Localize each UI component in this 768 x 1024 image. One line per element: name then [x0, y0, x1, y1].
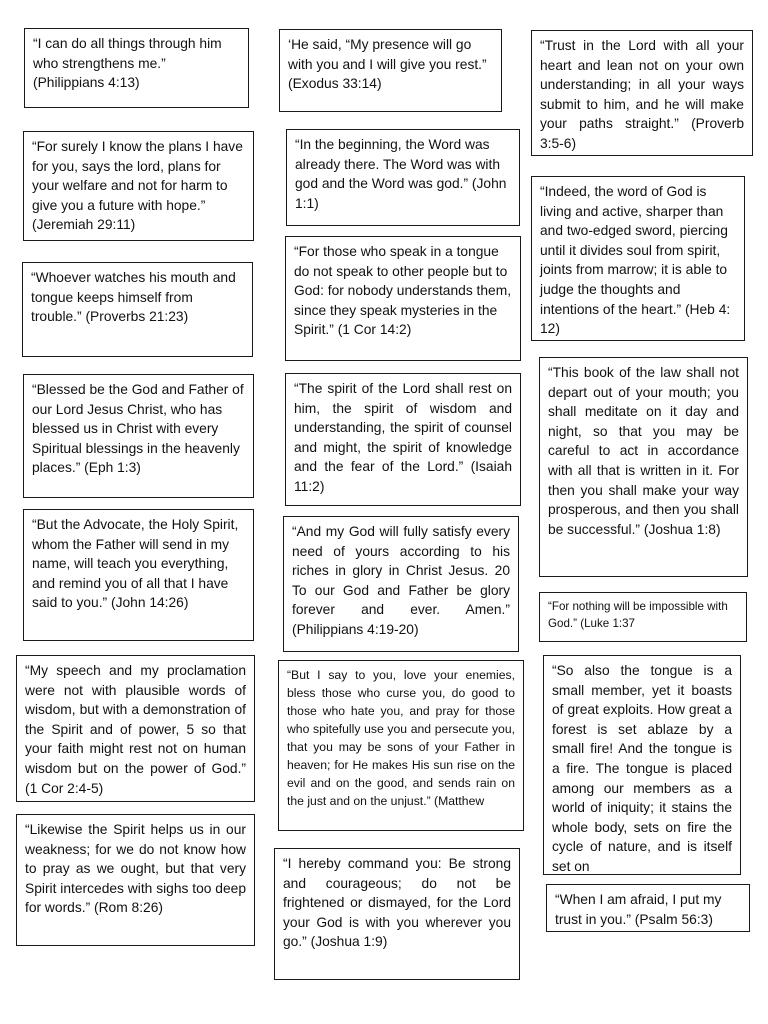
- verse-text: “This book of the law shall not depart out of your mouth; you shall meditate on it day and night, so that you may be careful to act in accordance with all that is written in it. For then you shall make your way prosperous, and then you shall be successful.” (Joshua 1:8): [548, 365, 739, 537]
- verse-text: “For those who speak in a tongue do not speak to other people but to God: for nobody understands them, since they speak mysteries in the Spirit.” (1 Cor 14:2): [294, 244, 512, 338]
- verse-text: “So also the tongue is a small member, yet it boasts of great exploits. How great a forest is set ablaze by a small fire! And the tongue is a fire. The tongue is placed among our members as a world of iniquity; it stains the whole body, sets on fire the cycle of nature, and is itself set on: [552, 663, 732, 874]
- verse-card-heb-4-12: [531, 176, 745, 341]
- verse-card-philippians-4-19-20: [283, 516, 519, 652]
- verse-text: “The spirit of the Lord shall rest on him, the spirit of wisdom and understanding, the spirit of counsel and might, the spirit of knowledge and the fear of the Lord.” (Isaiah 11:2): [294, 381, 512, 494]
- verse-text: ‘He said, “My presence will go with you and I will give you rest.” (Exodus 33:14): [288, 37, 487, 92]
- verse-text: “Likewise the Spirit helps us in our weakness; for we do not know how to pray as we ought, but that very Spirit intercedes with sighs too deep for words.” (Rom 8:26): [25, 822, 246, 916]
- verse-card-psalm-56-3: [546, 884, 750, 932]
- verse-text: “Blessed be the God and Father of our Lord Jesus Christ, who has blessed us in Christ with every Spiritual blessings in the heavenly places.” (Eph 1:3): [32, 382, 244, 476]
- verse-card-joshua-1-8: [539, 357, 748, 577]
- verse-card-exodus-33-14: [279, 29, 502, 112]
- verse-card-luke-1-37: [539, 592, 747, 642]
- verse-card-1-cor-14-2: [285, 236, 521, 361]
- verse-card-joshua-1-9: [274, 848, 520, 980]
- verse-text: “Trust in the Lord with all your heart and lean not on your own understanding; in all your ways submit to him, and he will make your paths straight.” (Proverb 3:5-6): [540, 38, 744, 151]
- verse-card-philippians-4-13: [24, 28, 249, 108]
- verse-card-john-14-26: [23, 509, 254, 641]
- verse-card-1-cor-2-4-5: [16, 655, 255, 802]
- verse-text: “For surely I know the plans I have for you, says the lord, plans for your welfare and not for harm to give you a future with hope.” (Jeremiah 29:11): [32, 139, 243, 233]
- verse-text: “In the beginning, the Word was already there. The Word was with god and the Word was god.” (John 1:1): [295, 137, 507, 211]
- verse-text: “I hereby command you: Be strong and courageous; do not be frightened or dismayed, for the Lord your God is with you wherever you go.” (Joshua 1:9): [283, 856, 511, 950]
- verse-card-jeremiah-29-11: [23, 131, 254, 241]
- verse-card-tongue-james: [543, 655, 741, 875]
- verse-text: “But I say to you, love your enemies, bless those who curse you, do good to those who hate you, and pray for those who spitefully use you and persecute you, that you may be sons of your Father in heaven; for He makes His sun rise on the evil and on the good, and sends rain on the just and on the unjust.” (Matthew: [287, 668, 515, 808]
- verse-text: “And my God will fully satisfy every need of yours according to his riches in glory in Christ Jesus. 20 To our God and Father be glory forever and ever. Amen.” (Philippians 4:19-20): [292, 524, 510, 637]
- verse-card-rom-8-26: [16, 814, 255, 946]
- verse-text: “I can do all things through him who strengthens me.” (Philippians 4:13): [33, 36, 222, 91]
- verse-text: “But the Advocate, the Holy Spirit, whom the Father will send in my name, will teach you everything, and remind you of all that I have said to you.” (John 14:26): [32, 517, 239, 611]
- verse-card-proverb-3-5-6: [531, 30, 753, 156]
- verse-card-john-1-1: [286, 129, 520, 226]
- verse-text: “When I am afraid, I put my trust in you.” (Psalm 56:3): [555, 892, 722, 927]
- verse-card-eph-1-3: [23, 374, 254, 498]
- verse-card-proverbs-21-23: [22, 262, 253, 357]
- verse-text: “My speech and my proclamation were not with plausible words of wisdom, but with a demonstration of the Spirit and of power, 5 so that your faith might rest not on human wisdom but on the power of God.” (1 Cor 2:4-5): [25, 663, 246, 796]
- verse-text: “For nothing will be impossible with God.” (Luke 1:37: [548, 600, 728, 631]
- verse-card-isaiah-11-2: [285, 373, 521, 506]
- verse-card-matthew: [278, 660, 524, 831]
- verse-text: “Whoever watches his mouth and tongue keeps himself from trouble.” (Proverbs 21:23): [31, 270, 236, 325]
- verse-text: “Indeed, the word of God is living and active, sharper than and two-edged sword, piercing until it divides soul from spirit, joints from marrow; it is able to judge the thoughts and intentions of the heart.” (Heb 4: 12): [540, 184, 731, 337]
